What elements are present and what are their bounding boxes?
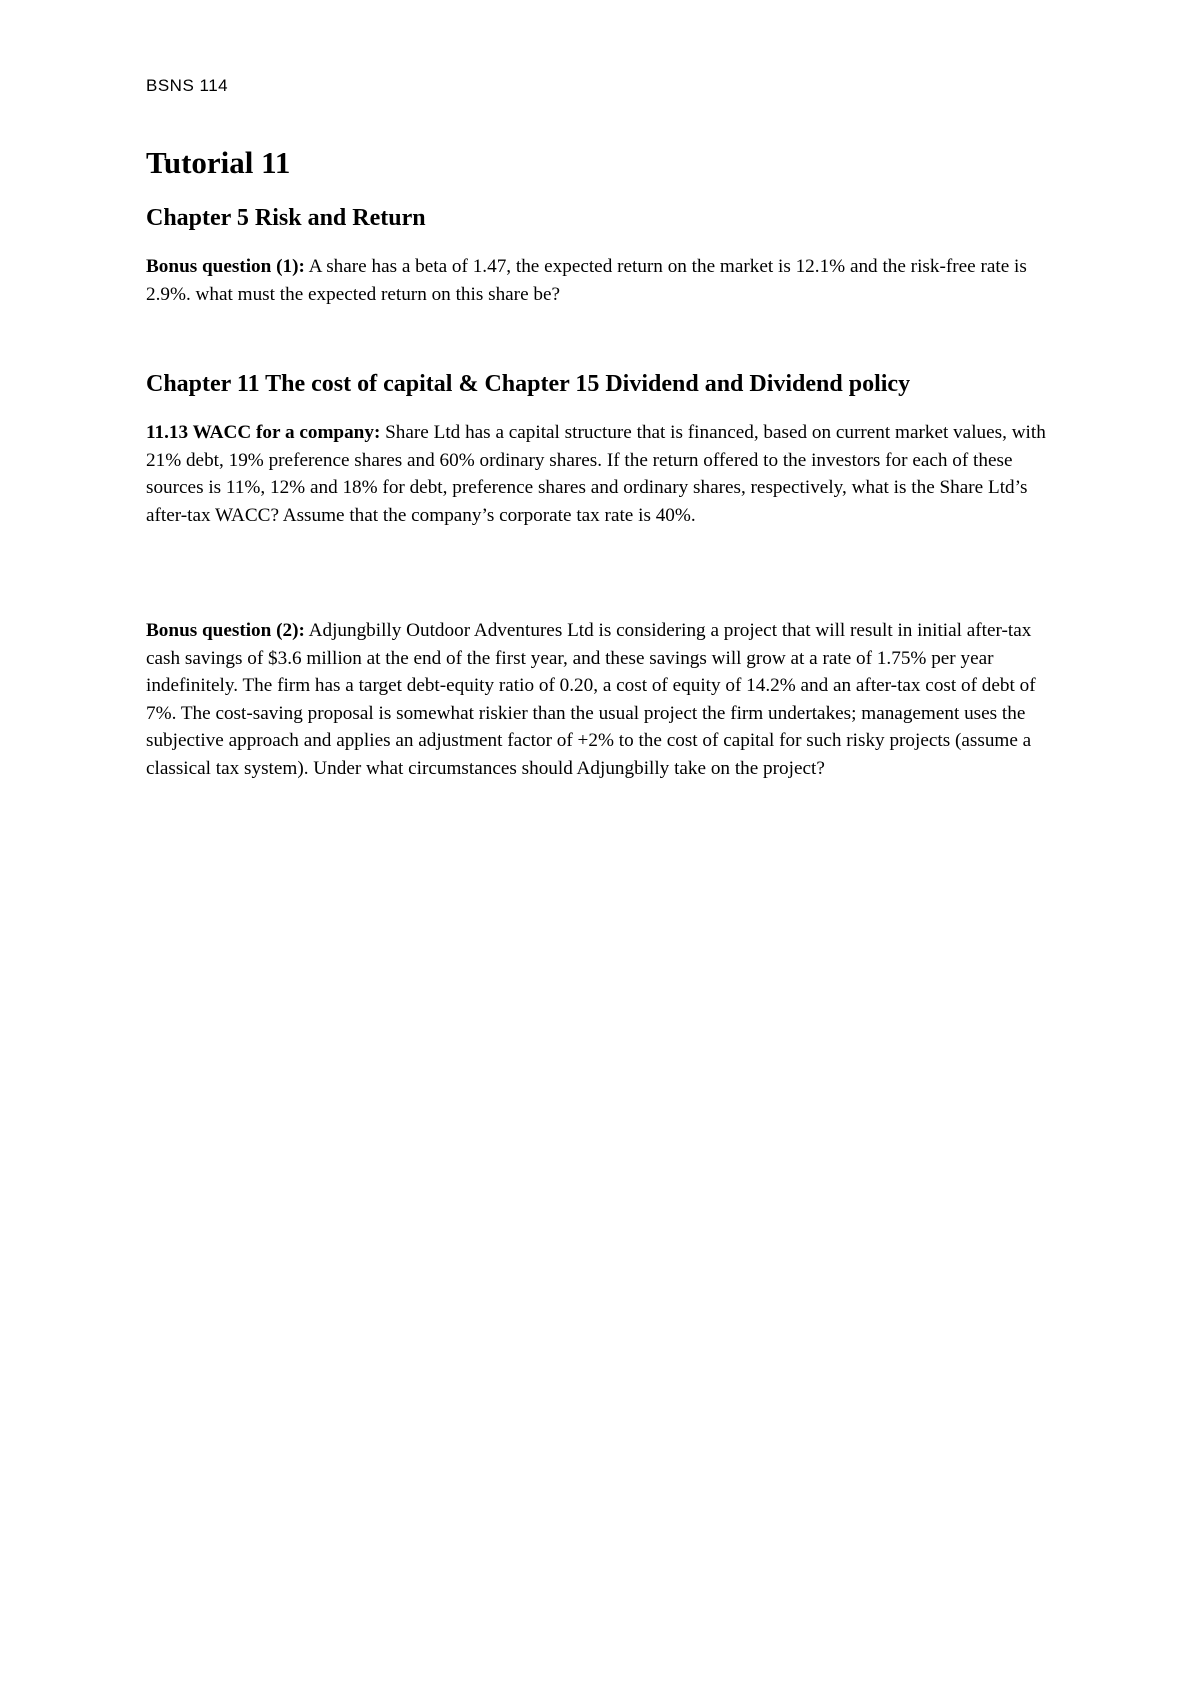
question-11-13 xyxy=(146,419,1066,529)
chapter-11-heading: Chapter 11 The cost of capital & Chapter 15 Dividend and Dividend policy xyxy=(146,371,911,397)
bonus-question-1-text: A share has a beta of 1.47, the expected return on the market is 12.1% and the risk-free rate is 2.9%. what must the expected return on this share be? xyxy=(146,256,1027,305)
bonus-question-2-label: Bonus question (2): xyxy=(146,620,305,641)
course-code: BSNS 114 xyxy=(146,76,229,95)
bonus-question-1-label: Bonus question (1): xyxy=(146,256,305,277)
chapter-5-heading: Chapter 5 Risk and Return xyxy=(146,205,426,231)
bonus-question-1 xyxy=(146,253,1066,308)
bonus-question-2-text: Adjungbilly Outdoor Adventures Ltd is considering a project that will result in initial after-tax cash savings of $3.6 million at the end of the first year, and these savings will grow at a rate of 1.75% per year indefinitely. The firm has a target debt-equity ratio of 0.20, a cost of equity of 14.2% and an after-tax cost of debt of 7%. The cost-saving proposal is somewhat riskier than the usual project the firm undertakes; management uses the subjective approach and applies an adjustment factor of +2% to the cost of capital for such risky projects (assume a classical tax system). Under what circumstances should Adjungbilly take on the project? xyxy=(146,620,1036,779)
question-11-13-text: Share Ltd has a capital structure that is financed, based on current market values, with 21% debt, 19% preference shares and 60% ordinary shares. If the return offered to the investors for each of these sources is 11%, 12% and 18% for debt, preference shares and ordinary shares, respectively, what is the Share Ltd’s after-tax WACC? Assume that the company’s corporate tax rate is 40%. xyxy=(146,422,1046,526)
document-title: Tutorial 11 xyxy=(146,145,291,180)
bonus-question-2 xyxy=(146,617,1066,783)
question-11-13-label: 11.13 WACC for a company: xyxy=(146,422,381,443)
